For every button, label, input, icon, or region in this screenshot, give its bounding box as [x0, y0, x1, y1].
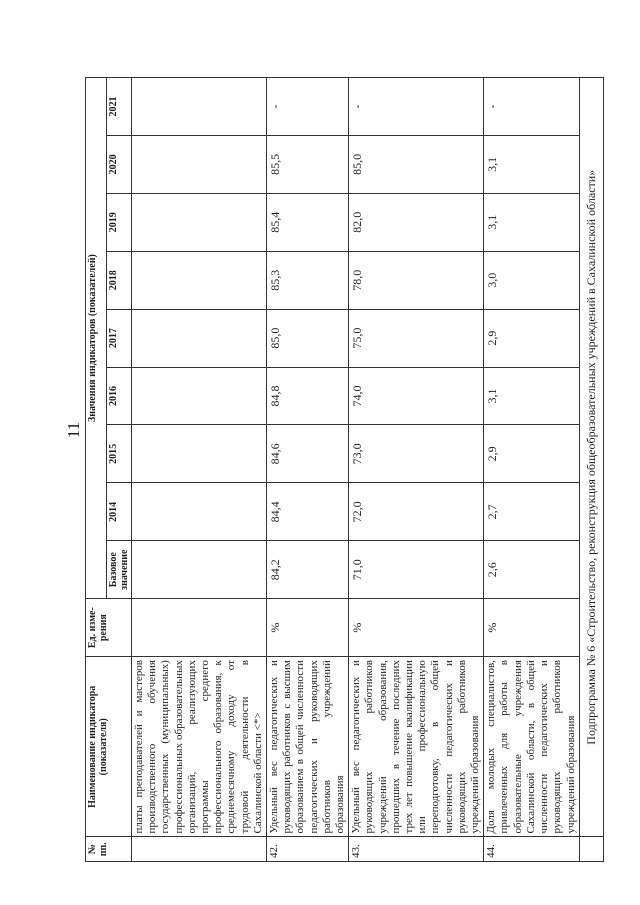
row-unit: % [484, 599, 579, 657]
row-value: - [484, 78, 579, 136]
row-num: 43. [349, 837, 484, 862]
subprogram-row [579, 78, 603, 862]
indicators-table [85, 77, 604, 862]
table-row [132, 78, 267, 862]
header-num: № пп. [86, 837, 132, 862]
row-value: 3,1 [484, 135, 579, 193]
row-unit [132, 599, 267, 657]
row-value: 84,4 [267, 483, 349, 541]
table-row [267, 78, 349, 862]
row-value: - [267, 78, 349, 136]
table-row [349, 78, 484, 862]
header-year: 2017 [107, 309, 132, 367]
row-value: 2,7 [484, 483, 579, 541]
row-value: 85,0 [349, 135, 484, 193]
header-year: 2018 [107, 251, 132, 309]
row-value [132, 309, 267, 367]
row-value: 84,8 [267, 367, 349, 425]
row-value: 78,0 [349, 251, 484, 309]
row-base: 84,2 [267, 541, 349, 599]
header-year: 2016 [107, 367, 132, 425]
header-year: 2019 [107, 193, 132, 251]
row-value: 75,0 [349, 309, 484, 367]
row-value: 82,0 [349, 193, 484, 251]
row-value [132, 367, 267, 425]
row-unit: % [267, 599, 349, 657]
table-row [484, 78, 579, 862]
row-value: 85,0 [267, 309, 349, 367]
row-name: Доля молодых специалистов, привлеченных для работы в образовательные учреждения Сахалинской области, в общей численности педагогических и руководящих работников учреждений образования [484, 657, 579, 837]
row-value: - [349, 78, 484, 136]
row-value: 2,9 [484, 309, 579, 367]
header-year: 2020 [107, 135, 132, 193]
row-value: 3,1 [484, 367, 579, 425]
subprogram-title: Подпрограмма № 6 «Строительство, реконструкция общеобразовательных учреждений в Сахалинской области» [579, 78, 603, 838]
header-name: Наименование индикатора (показателя) [86, 657, 132, 837]
row-value [132, 78, 267, 136]
rotated-page-content [85, 77, 598, 862]
header-unit: Ед. изме-рения [86, 599, 132, 657]
header-year: 2015 [107, 425, 132, 483]
row-name: Удельный вес педагогических и руководящих работников с высшим образованием в общей численности педагогических и руководящих работников учреждений образования [267, 657, 349, 837]
row-value: 3,0 [484, 251, 579, 309]
page-number: 11 [64, 421, 84, 439]
row-value: 2,9 [484, 425, 579, 483]
row-value: 85,5 [267, 135, 349, 193]
row-base [132, 541, 267, 599]
header-base: Базовое значение [107, 541, 132, 599]
row-num: 42. [267, 837, 349, 862]
header-year: 2021 [107, 78, 132, 136]
row-value [132, 193, 267, 251]
row-value [132, 483, 267, 541]
row-base: 2,6 [484, 541, 579, 599]
header-year: 2014 [107, 483, 132, 541]
row-value: 3,1 [484, 193, 579, 251]
row-name: Удельный вес педагогических и руководящих работников учреждений образования, прошедших в течение последних трех лет повышение квалификации или профессиональную переподготовку, в общей численности педагогических и руководящих работников учреждений образования [349, 657, 484, 837]
subprogram-num-cell [579, 837, 603, 862]
row-value [132, 251, 267, 309]
row-base: 71,0 [349, 541, 484, 599]
row-value: 85,4 [267, 193, 349, 251]
row-value: 74,0 [349, 367, 484, 425]
row-num [132, 837, 267, 862]
row-value [132, 135, 267, 193]
row-value: 73,0 [349, 425, 484, 483]
row-num: 44. [484, 837, 579, 862]
row-unit: % [349, 599, 484, 657]
row-name: платы преподавателей и мастеров производственного обучения государственных (муниципальных) профессиональных образовательных организаций, реализующих программы среднего профессионального образования, к среднемесячному доходу от трудовой деятельности в Сахалинской области <*> [132, 657, 267, 837]
row-value: 84,6 [267, 425, 349, 483]
header-values-group: Значения индикаторов (показателей) [86, 78, 107, 599]
row-value: 72,0 [349, 483, 484, 541]
row-value: 85,3 [267, 251, 349, 309]
row-value [132, 425, 267, 483]
